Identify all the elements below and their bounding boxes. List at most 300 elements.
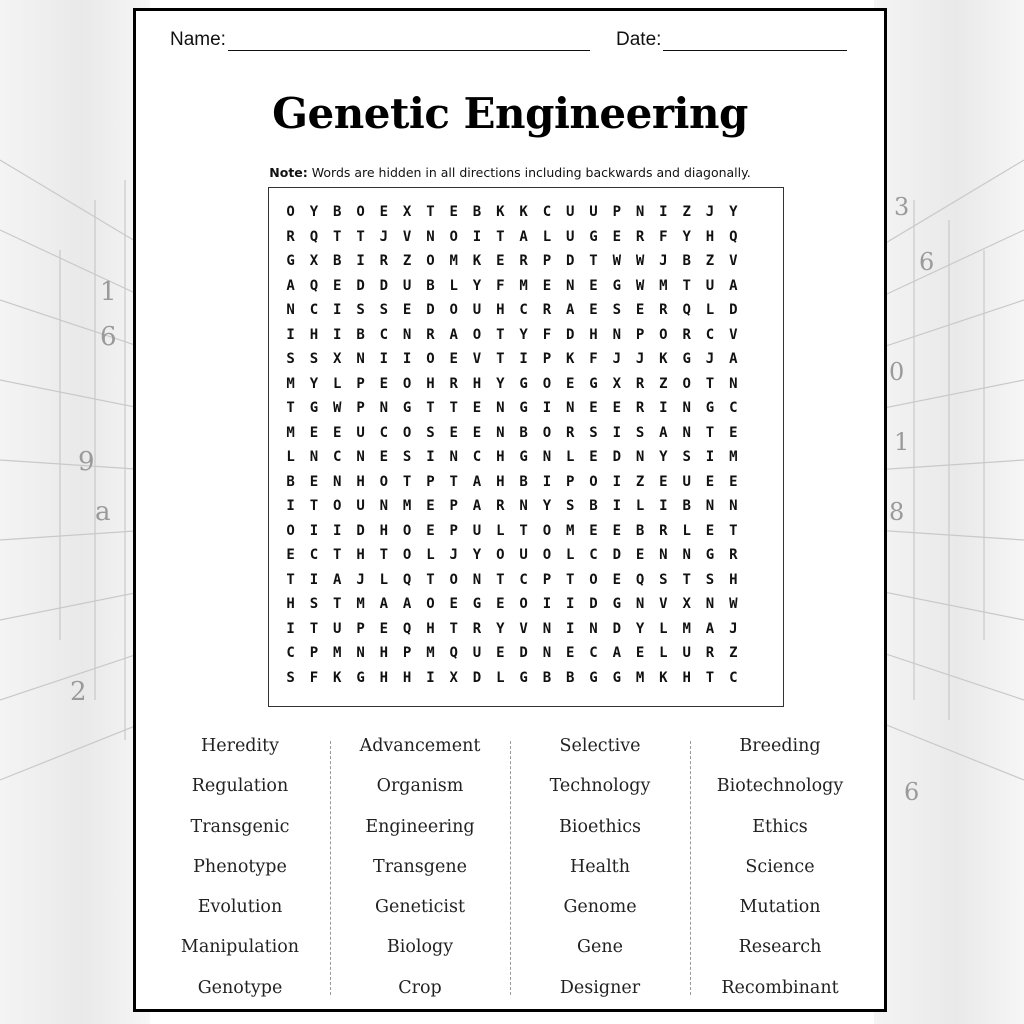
grid-letter[interactable]: S bbox=[612, 302, 622, 318]
grid-letter[interactable]: G bbox=[286, 253, 295, 269]
grid-letter[interactable]: U bbox=[472, 522, 482, 539]
grid-letter[interactable]: E bbox=[589, 277, 598, 294]
grid-letter[interactable]: B bbox=[542, 669, 552, 686]
grid-letter[interactable]: D bbox=[565, 326, 575, 343]
grid-letter[interactable]: N bbox=[309, 449, 319, 465]
grid-letter[interactable]: P bbox=[542, 253, 552, 269]
grid-letter[interactable]: S bbox=[659, 571, 668, 588]
grid-letter[interactable]: N bbox=[496, 400, 505, 416]
grid-letter[interactable]: F bbox=[542, 326, 552, 343]
grid-letter[interactable]: O bbox=[333, 498, 342, 514]
grid-letter[interactable]: B bbox=[333, 204, 342, 220]
grid-letter[interactable]: R bbox=[519, 253, 528, 269]
grid-letter[interactable]: C bbox=[729, 669, 738, 686]
grid-letter[interactable]: U bbox=[705, 277, 715, 294]
grid-letter[interactable]: I bbox=[402, 351, 412, 367]
grid-letter[interactable]: E bbox=[379, 204, 389, 220]
grid-letter[interactable]: H bbox=[729, 571, 738, 588]
grid-letter[interactable]: O bbox=[542, 424, 552, 441]
grid-letter[interactable]: N bbox=[356, 645, 365, 661]
grid-letter[interactable]: L bbox=[333, 375, 342, 392]
name-field[interactable] bbox=[170, 29, 590, 51]
grid-letter[interactable]: E bbox=[472, 400, 482, 416]
grid-letter[interactable]: B bbox=[472, 204, 482, 220]
grid-letter[interactable]: G bbox=[589, 375, 598, 392]
grid-letter[interactable]: T bbox=[426, 571, 435, 588]
grid-letter[interactable]: D bbox=[426, 302, 435, 318]
grid-letter[interactable]: I bbox=[309, 522, 319, 539]
grid-letter[interactable]: U bbox=[472, 302, 482, 318]
grid-letter[interactable]: I bbox=[659, 498, 668, 514]
grid-letter[interactable]: N bbox=[519, 498, 528, 514]
grid-letter[interactable]: S bbox=[356, 302, 365, 318]
grid-letter[interactable]: T bbox=[286, 571, 295, 588]
grid-letter[interactable]: W bbox=[635, 253, 645, 269]
grid-letter[interactable]: C bbox=[729, 400, 738, 416]
grid-letter[interactable]: I bbox=[333, 522, 342, 539]
grid-letter[interactable]: S bbox=[286, 351, 295, 367]
grid-letter[interactable]: G bbox=[519, 449, 528, 465]
grid-letter[interactable]: K bbox=[472, 253, 482, 269]
grid-letter[interactable]: M bbox=[659, 277, 668, 294]
grid-letter[interactable]: E bbox=[589, 400, 598, 416]
grid-letter[interactable]: I bbox=[612, 498, 622, 514]
grid-letter[interactable]: T bbox=[333, 596, 342, 612]
grid-letter[interactable]: P bbox=[309, 645, 319, 661]
grid-letter[interactable]: L bbox=[659, 620, 668, 637]
grid-letter[interactable]: Y bbox=[635, 620, 645, 637]
grid-letter[interactable]: E bbox=[542, 277, 552, 294]
grid-letter[interactable]: N bbox=[496, 424, 505, 441]
grid-letter[interactable]: E bbox=[496, 596, 505, 612]
grid-letter[interactable]: Y bbox=[309, 204, 319, 220]
grid-letter[interactable]: O bbox=[496, 547, 505, 563]
grid-letter[interactable]: Z bbox=[705, 253, 715, 269]
grid-letter[interactable]: Y bbox=[659, 449, 668, 465]
grid-letter[interactable]: B bbox=[682, 253, 691, 269]
grid-letter[interactable]: V bbox=[659, 596, 668, 612]
grid-letter[interactable]: O bbox=[426, 253, 435, 269]
grid-letter[interactable]: H bbox=[496, 449, 505, 465]
grid-letter[interactable]: X bbox=[333, 351, 342, 367]
grid-letter[interactable]: Q bbox=[402, 571, 412, 588]
grid-letter[interactable]: F bbox=[309, 669, 319, 686]
grid-letter[interactable]: I bbox=[705, 449, 715, 465]
grid-letter[interactable]: U bbox=[565, 204, 575, 220]
grid-letter[interactable]: R bbox=[659, 302, 668, 318]
grid-letter[interactable]: Q bbox=[309, 277, 319, 294]
grid-letter[interactable]: G bbox=[705, 400, 715, 416]
grid-letter[interactable]: Z bbox=[659, 375, 668, 392]
grid-letter[interactable]: J bbox=[705, 204, 715, 220]
grid-letter[interactable]: E bbox=[635, 547, 645, 563]
grid-letter[interactable]: N bbox=[682, 400, 691, 416]
grid-letter[interactable]: E bbox=[729, 473, 738, 490]
grid-letter[interactable]: H bbox=[356, 547, 365, 563]
grid-letter[interactable]: I bbox=[659, 400, 668, 416]
grid-letter[interactable]: P bbox=[449, 522, 458, 539]
grid-letter[interactable]: A bbox=[333, 571, 342, 588]
grid-letter[interactable]: E bbox=[659, 473, 668, 490]
grid-letter[interactable]: S bbox=[426, 424, 435, 441]
grid-letter[interactable]: O bbox=[379, 473, 389, 490]
grid-letter[interactable]: P bbox=[356, 400, 365, 416]
grid-letter[interactable]: R bbox=[682, 326, 691, 343]
grid-letter[interactable]: I bbox=[542, 596, 552, 612]
grid-letter[interactable]: N bbox=[472, 571, 482, 588]
grid-letter[interactable]: T bbox=[449, 473, 458, 490]
grid-letter[interactable]: O bbox=[426, 596, 435, 612]
grid-letter[interactable]: H bbox=[496, 302, 505, 318]
grid-letter[interactable]: T bbox=[286, 400, 295, 416]
grid-letter[interactable]: L bbox=[379, 571, 389, 588]
grid-letter[interactable]: E bbox=[449, 424, 458, 441]
grid-letter[interactable]: H bbox=[402, 669, 412, 686]
grid-letter[interactable]: O bbox=[589, 473, 598, 490]
grid-letter[interactable]: M bbox=[402, 498, 412, 514]
grid-letter[interactable]: R bbox=[379, 253, 389, 269]
grid-letter[interactable]: M bbox=[333, 645, 342, 661]
grid-letter[interactable]: O bbox=[286, 522, 295, 539]
grid-letter[interactable]: D bbox=[379, 277, 389, 294]
grid-letter[interactable]: A bbox=[729, 277, 738, 294]
grid-letter[interactable]: F bbox=[496, 277, 505, 294]
grid-letter[interactable]: U bbox=[356, 498, 365, 514]
grid-letter[interactable]: S bbox=[402, 449, 412, 465]
grid-letter[interactable]: A bbox=[449, 326, 458, 343]
grid-letter[interactable]: I bbox=[286, 498, 295, 514]
grid-letter[interactable]: T bbox=[426, 204, 435, 220]
grid-letter[interactable]: J bbox=[356, 571, 365, 588]
grid-letter[interactable]: R bbox=[729, 547, 738, 563]
grid-letter[interactable]: R bbox=[496, 498, 505, 514]
grid-letter[interactable]: S bbox=[309, 596, 319, 612]
grid-letter[interactable]: M bbox=[286, 375, 295, 392]
grid-letter[interactable]: G bbox=[589, 669, 598, 686]
grid-letter[interactable]: B bbox=[519, 424, 528, 441]
grid-letter[interactable]: E bbox=[379, 449, 389, 465]
grid-letter[interactable]: I bbox=[286, 620, 295, 637]
grid-letter[interactable]: Q bbox=[309, 228, 319, 245]
grid-letter[interactable]: S bbox=[379, 302, 389, 318]
grid-letter[interactable]: A bbox=[705, 620, 715, 637]
grid-letter[interactable]: L bbox=[705, 302, 715, 318]
grid-letter[interactable]: V bbox=[729, 326, 738, 343]
grid-letter[interactable]: G bbox=[519, 375, 528, 392]
grid-letter[interactable]: R bbox=[635, 375, 645, 392]
grid-letter[interactable]: H bbox=[496, 473, 505, 490]
grid-letter[interactable]: C bbox=[379, 424, 389, 441]
grid-letter[interactable]: T bbox=[729, 522, 738, 539]
grid-letter[interactable]: O bbox=[589, 571, 598, 588]
grid-letter[interactable]: G bbox=[682, 351, 691, 367]
grid-letter[interactable]: T bbox=[333, 228, 342, 245]
grid-letter[interactable]: T bbox=[356, 228, 365, 245]
grid-letter[interactable]: O bbox=[542, 547, 552, 563]
grid-letter[interactable]: M bbox=[635, 669, 645, 686]
grid-letter[interactable]: Z bbox=[682, 204, 691, 220]
grid-letter[interactable]: K bbox=[333, 669, 342, 686]
grid-letter[interactable]: R bbox=[286, 228, 295, 245]
grid-letter[interactable]: E bbox=[612, 571, 622, 588]
grid-letter[interactable]: H bbox=[426, 375, 435, 392]
grid-letter[interactable]: S bbox=[565, 498, 575, 514]
grid-letter[interactable]: I bbox=[426, 449, 435, 465]
grid-letter[interactable]: G bbox=[356, 669, 365, 686]
grid-letter[interactable]: K bbox=[659, 351, 668, 367]
grid-letter[interactable]: J bbox=[449, 547, 458, 563]
grid-letter[interactable]: I bbox=[286, 326, 295, 343]
grid-letter[interactable]: T bbox=[449, 400, 458, 416]
grid-letter[interactable]: E bbox=[612, 522, 622, 539]
grid-letter[interactable]: N bbox=[612, 326, 622, 343]
grid-letter[interactable]: N bbox=[565, 277, 575, 294]
grid-letter[interactable]: R bbox=[705, 645, 715, 661]
grid-letter[interactable]: Q bbox=[682, 302, 691, 318]
grid-letter[interactable]: H bbox=[379, 669, 389, 686]
grid-letter[interactable]: N bbox=[333, 473, 342, 490]
grid-letter[interactable]: E bbox=[612, 228, 622, 245]
grid-letter[interactable]: S bbox=[589, 424, 598, 441]
grid-letter[interactable]: L bbox=[565, 547, 575, 563]
grid-letter[interactable]: X bbox=[309, 253, 319, 269]
grid-letter[interactable]: A bbox=[565, 302, 575, 318]
grid-letter[interactable]: N bbox=[705, 596, 715, 612]
date-blank-line[interactable] bbox=[663, 30, 847, 51]
grid-letter[interactable]: M bbox=[682, 620, 691, 637]
grid-letter[interactable]: U bbox=[519, 547, 528, 563]
grid-letter[interactable]: E bbox=[309, 424, 319, 441]
grid-letter[interactable]: W bbox=[612, 253, 622, 269]
grid-letter[interactable]: I bbox=[426, 669, 435, 686]
grid-letter[interactable]: O bbox=[449, 571, 458, 588]
grid-letter[interactable]: U bbox=[682, 473, 691, 490]
grid-letter[interactable]: D bbox=[356, 277, 365, 294]
grid-letter[interactable]: V bbox=[519, 620, 528, 637]
grid-letter[interactable]: V bbox=[729, 253, 738, 269]
grid-letter[interactable]: C bbox=[286, 645, 295, 661]
grid-letter[interactable]: T bbox=[589, 253, 598, 269]
grid-letter[interactable]: C bbox=[379, 326, 389, 343]
grid-letter[interactable]: I bbox=[565, 620, 575, 637]
grid-letter[interactable]: R bbox=[449, 375, 458, 392]
grid-letter[interactable]: F bbox=[659, 228, 668, 245]
grid-letter[interactable]: A bbox=[612, 645, 622, 661]
grid-letter[interactable]: L bbox=[286, 449, 295, 465]
grid-letter[interactable]: O bbox=[402, 424, 412, 441]
grid-letter[interactable]: N bbox=[565, 400, 575, 416]
grid-letter[interactable]: P bbox=[356, 375, 365, 392]
grid-letter[interactable]: H bbox=[682, 669, 691, 686]
grid-letter[interactable]: N bbox=[356, 351, 365, 367]
grid-letter[interactable]: O bbox=[449, 228, 458, 245]
grid-letter[interactable]: E bbox=[449, 204, 458, 220]
grid-letter[interactable]: A bbox=[729, 351, 738, 367]
grid-letter[interactable]: S bbox=[705, 571, 715, 588]
grid-letter[interactable]: C bbox=[519, 571, 528, 588]
grid-letter[interactable]: E bbox=[379, 620, 389, 637]
grid-letter[interactable]: N bbox=[286, 302, 295, 318]
grid-letter[interactable]: U bbox=[356, 424, 365, 441]
date-field[interactable] bbox=[616, 29, 847, 51]
grid-letter[interactable]: P bbox=[612, 204, 622, 220]
grid-letter[interactable]: I bbox=[612, 424, 622, 441]
grid-letter[interactable]: O bbox=[519, 596, 528, 612]
grid-letter[interactable]: G bbox=[472, 596, 482, 612]
grid-letter[interactable]: E bbox=[379, 375, 389, 392]
grid-letter[interactable]: N bbox=[379, 498, 389, 514]
grid-letter[interactable]: P bbox=[565, 473, 575, 490]
grid-letter[interactable]: R bbox=[565, 424, 575, 441]
grid-letter[interactable]: J bbox=[705, 351, 715, 367]
grid-letter[interactable]: G bbox=[519, 669, 528, 686]
grid-letter[interactable]: H bbox=[379, 522, 389, 539]
grid-letter[interactable]: I bbox=[659, 204, 668, 220]
grid-letter[interactable]: L bbox=[635, 498, 645, 514]
grid-letter[interactable]: Y bbox=[472, 547, 482, 563]
grid-letter[interactable]: A bbox=[659, 424, 668, 441]
grid-letter[interactable]: O bbox=[402, 547, 412, 563]
grid-letter[interactable]: S bbox=[635, 424, 645, 441]
grid-letter[interactable]: B bbox=[356, 326, 365, 343]
grid-letter[interactable]: C bbox=[333, 449, 342, 465]
grid-letter[interactable]: O bbox=[356, 204, 365, 220]
grid-letter[interactable]: O bbox=[402, 375, 412, 392]
grid-letter[interactable]: Y bbox=[542, 498, 552, 514]
grid-letter[interactable]: T bbox=[705, 424, 715, 441]
grid-letter[interactable]: P bbox=[635, 326, 645, 343]
grid-letter[interactable]: A bbox=[402, 596, 412, 612]
grid-letter[interactable]: C bbox=[472, 449, 482, 465]
grid-letter[interactable]: P bbox=[542, 351, 552, 367]
grid-letter[interactable]: D bbox=[729, 302, 738, 318]
grid-letter[interactable]: G bbox=[309, 400, 319, 416]
grid-letter[interactable]: O bbox=[542, 522, 552, 539]
grid-letter[interactable]: L bbox=[542, 228, 552, 245]
grid-letter[interactable]: A bbox=[286, 277, 295, 294]
grid-letter[interactable]: O bbox=[286, 204, 295, 220]
grid-letter[interactable]: V bbox=[472, 351, 482, 367]
grid-letter[interactable]: R bbox=[426, 326, 435, 343]
grid-letter[interactable]: D bbox=[612, 547, 622, 563]
grid-letter[interactable]: J bbox=[635, 351, 645, 367]
grid-letter[interactable]: N bbox=[729, 498, 738, 514]
grid-letter[interactable]: B bbox=[682, 498, 691, 514]
grid-letter[interactable]: N bbox=[682, 547, 691, 563]
grid-letter[interactable]: T bbox=[519, 522, 528, 539]
grid-letter[interactable]: U bbox=[333, 620, 342, 637]
grid-letter[interactable]: D bbox=[612, 449, 622, 465]
grid-letter[interactable]: G bbox=[612, 277, 622, 294]
name-blank-line[interactable] bbox=[228, 30, 590, 51]
grid-letter[interactable]: P bbox=[402, 645, 412, 661]
grid-letter[interactable]: I bbox=[333, 302, 342, 318]
grid-letter[interactable]: E bbox=[635, 645, 645, 661]
grid-letter[interactable]: N bbox=[635, 596, 645, 612]
grid-letter[interactable]: B bbox=[635, 522, 645, 539]
grid-letter[interactable]: G bbox=[705, 547, 715, 563]
grid-letter[interactable]: R bbox=[542, 302, 552, 318]
grid-letter[interactable]: I bbox=[542, 400, 552, 416]
grid-letter[interactable]: E bbox=[472, 424, 482, 441]
grid-letter[interactable]: E bbox=[589, 522, 598, 539]
grid-letter[interactable]: S bbox=[309, 351, 319, 367]
grid-letter[interactable]: M bbox=[426, 645, 435, 661]
grid-letter[interactable]: E bbox=[333, 277, 342, 294]
grid-letter[interactable]: T bbox=[705, 669, 715, 686]
grid-letter[interactable]: W bbox=[729, 596, 738, 612]
grid-letter[interactable]: E bbox=[705, 473, 715, 490]
grid-letter[interactable]: Y bbox=[472, 277, 482, 294]
grid-letter[interactable]: L bbox=[426, 547, 435, 563]
grid-letter[interactable]: O bbox=[542, 375, 552, 392]
grid-letter[interactable]: I bbox=[519, 351, 528, 367]
grid-letter[interactable]: I bbox=[333, 326, 342, 343]
grid-letter[interactable]: B bbox=[589, 498, 598, 514]
grid-letter[interactable]: L bbox=[659, 645, 668, 661]
grid-letter[interactable]: N bbox=[659, 547, 668, 563]
grid-letter[interactable]: E bbox=[449, 351, 458, 367]
grid-letter[interactable]: Y bbox=[519, 326, 528, 343]
grid-letter[interactable]: H bbox=[286, 596, 295, 612]
grid-letter[interactable]: E bbox=[286, 547, 295, 563]
grid-letter[interactable]: E bbox=[589, 449, 598, 465]
grid-letter[interactable]: H bbox=[589, 326, 598, 343]
grid-letter[interactable]: F bbox=[589, 351, 598, 367]
grid-letter[interactable]: T bbox=[705, 375, 715, 392]
grid-letter[interactable]: Q bbox=[635, 571, 645, 588]
grid-letter[interactable]: Y bbox=[496, 375, 505, 392]
grid-letter[interactable]: K bbox=[496, 204, 505, 220]
grid-letter[interactable]: T bbox=[496, 228, 505, 245]
grid-letter[interactable]: P bbox=[426, 473, 435, 490]
grid-letter[interactable]: T bbox=[402, 473, 412, 490]
grid-letter[interactable]: G bbox=[612, 669, 622, 686]
grid-letter[interactable]: K bbox=[519, 204, 528, 220]
grid-letter[interactable]: O bbox=[402, 522, 412, 539]
grid-letter[interactable]: H bbox=[705, 228, 715, 245]
grid-letter[interactable]: J bbox=[612, 351, 622, 367]
grid-letter[interactable]: C bbox=[309, 302, 319, 318]
grid-letter[interactable]: I bbox=[542, 473, 552, 490]
grid-letter[interactable]: N bbox=[542, 620, 552, 637]
grid-letter[interactable]: S bbox=[286, 669, 295, 686]
grid-letter[interactable]: R bbox=[659, 522, 668, 539]
grid-letter[interactable]: O bbox=[426, 351, 435, 367]
grid-letter[interactable]: I bbox=[356, 253, 365, 269]
grid-letter[interactable]: V bbox=[402, 228, 412, 245]
grid-letter[interactable]: L bbox=[496, 522, 505, 539]
grid-letter[interactable]: E bbox=[496, 253, 505, 269]
grid-letter[interactable]: E bbox=[402, 302, 412, 318]
grid-letter[interactable]: U bbox=[682, 645, 691, 661]
grid-letter[interactable]: N bbox=[635, 204, 645, 220]
grid-letter[interactable]: O bbox=[472, 326, 482, 343]
grid-letter[interactable]: T bbox=[682, 571, 691, 588]
grid-letter[interactable]: U bbox=[589, 204, 598, 220]
grid-letter[interactable]: T bbox=[426, 400, 435, 416]
grid-letter[interactable]: G bbox=[612, 596, 622, 612]
grid-letter[interactable]: T bbox=[496, 326, 505, 343]
grid-letter[interactable]: W bbox=[635, 277, 645, 294]
grid-letter[interactable]: D bbox=[356, 522, 365, 539]
grid-letter[interactable]: J bbox=[659, 253, 668, 269]
grid-letter[interactable]: R bbox=[472, 620, 482, 637]
grid-letter[interactable]: N bbox=[635, 449, 645, 465]
grid-letter[interactable]: K bbox=[565, 351, 575, 367]
grid-letter[interactable]: J bbox=[729, 620, 738, 637]
grid-letter[interactable]: C bbox=[519, 302, 528, 318]
